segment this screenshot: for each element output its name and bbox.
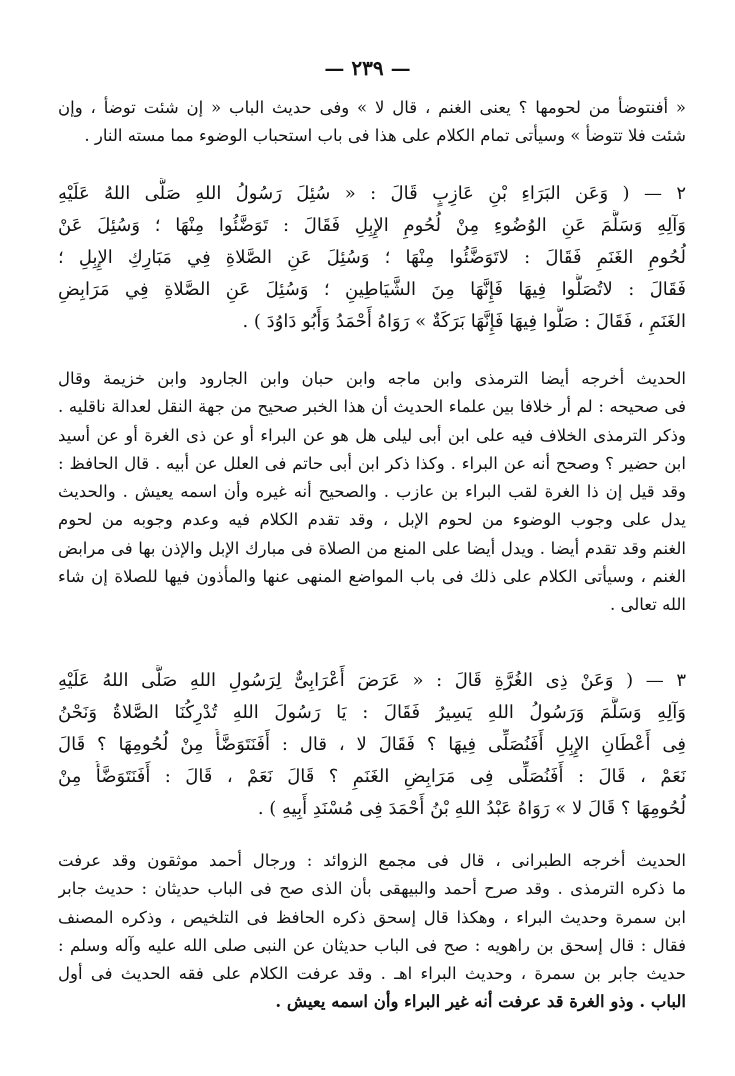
text-line: الغَنَمِ ، فَقَالَ : صَلُّوا فِيهَا فَإِنَّهَا بَرَكَةٌ » رَوَاهُ أَحْمَدُ وَأَبُو دَاوُدَ ) .: [242, 311, 686, 332]
text-line: فَقَالَ : لاتُصَلُّوا فِيهَا فَإِنَّهَا مِنَ الشَّيَاطِينِ ؛ وَسُئِلَ عَنِ الصَّلاةِ فِي مَرَابِضِ: [58, 279, 686, 300]
page-number: — ٢٣٩ —: [324, 56, 411, 80]
text-line: فِى أَعْطَانِ الإِبِلِ أَفَنُصَلِّى فِيهَا ؟ فَقَالَ لا ، قال : أَفَنَتَوَضَّأُ مِنْ لُحُومِهَا ؟ قَالَ: [58, 734, 686, 755]
text-line: فقال : قال إسحق بن راهويه : صح فى الباب حديثان عن النبى صلى الله عليه وآله وسلم :: [58, 935, 686, 955]
commentary-paragraph: [58, 847, 686, 1017]
text-line: لُحُومِ الغَنَمِ فَقَالَ : لاتَوَضَّئُوا مِنْهَا ؛ وَسُئِلَ عَنِ الصَّلاةِ فِي مَبَارِكِ الإِبِلِ ؛: [58, 247, 686, 268]
text-line: يدل على وجوب الوضوء من لحوم الإبل ، وقد تقدم الكلام فيه وعدم وجوبه من لحوم: [58, 510, 686, 530]
text-line: وذكر الترمذى الخلاف فيه على ابن أبى ليلى هل هو عن البراء أو عن ذى الغرة أو عن أسيد: [58, 425, 686, 445]
text-line: ٢ — ( وَعَن البَرَاءِ بْنِ عَازِبٍ قَالَ : « سُئِلَ رَسُولُ اللهِ صَلَّى اللهُ عَلَيْهِ: [58, 183, 686, 204]
text-line: الغنم ، وسيأتى الكلام على ذلك فى باب المواضع المنهى عنها والمأذون فيها للصلاة إن شاء: [58, 567, 686, 587]
text-line: الحديث أخرجه الطبرانى ، قال فى مجمع الزوائد : ورجال أحمد موثقون وقد عرفت: [58, 851, 686, 870]
text-line: نَعَمْ ، قَالَ : أَفَنُصَلِّى فِى مَرَابِضِ الغَنَمِ ؟ قَالَ نَعَمْ ، قَالَ : أَفَنَتَوَضَّأُ مِنْ: [58, 766, 686, 787]
commentary-paragraph: [58, 94, 686, 151]
text-line: ابن حضير ؟ وصحح أنه عن البراء . وكذا ذكر ابن أبى حاتم فى العلل عن أبيه . قال الحافظ :: [58, 453, 686, 473]
hadith-paragraph: [58, 178, 686, 338]
text-line: لُحُومِهَا ؟ قَالَ لا » رَوَاهُ عَبْدُ اللهِ بْنُ أَحْمَدَ فِى مُسْنَدِ أَبِيهِ ) .: [257, 798, 686, 819]
text-line: وَآلِهِ وَسَلَّمَ وَرَسُولُ اللهِ يَسِيرُ فَقَالَ : يَا رَسُولَ اللهِ تُدْرِكُنَا الصَّلاةُ وَنَحْنُ: [58, 702, 686, 723]
text-line: فى صحيحه : لم أر خلافا بين علماء الحديث أن هذا الخبر صحيح من جهة النقل لعدالة ناقليه .: [58, 397, 686, 417]
text-line: ابن سمرة وحديث البراء ، وهكذا قال إسحق ذكره الحافظ فى التلخيص ، وذكره المصنف: [58, 907, 686, 927]
text-line: شئت فلا تتوضأ » وسيأتى تمام الكلام على هذا فى باب استحباب الوضوء مما مسته النار .: [84, 126, 686, 146]
commentary-paragraph: [58, 365, 686, 620]
text-line: الباب . وذو الغرة قد عرفت أنه غير البراء وأن اسمه يعيش .: [275, 992, 686, 1012]
text-line: الله تعالى .: [609, 595, 686, 615]
text-line: « أفنتوضأ من لحومها ؟ يعنى الغنم ، قال لا » وفى حديث الباب « إن شئت توضأ ، وإن: [58, 98, 686, 117]
text-line: الغنم وقد تقدم أيضا . ويدل أيضا على المنع من الصلاة فى مبارك الإبل والإذن بها فى مرابض: [58, 538, 686, 558]
text-line: الحديث أخرجه أيضا الترمذى وابن ماجه وابن حبان وابن الجارود وابن خزيمة وقال: [58, 369, 686, 388]
hadith-paragraph: [58, 665, 686, 825]
text-line: ما ذكره الترمذى . وقد صرح أحمد والبيهقى بأن الذى صح فى الباب حديثان : حديث جابر: [58, 879, 686, 899]
text-line: حديث جابر بن سمرة ، وحديث البراء اهـ . وقد عرفت الكلام على فقه الحديث فى أول: [58, 964, 686, 984]
text-line: وَآلِهِ وَسَلَّمَ عَنِ الوُضُوءِ مِنْ لُحُومِ الإِبِلِ فَقَالَ : تَوَضَّئُوا مِنْهَا ؛ وَسُئِلَ عَنْ: [58, 215, 686, 236]
text-line: ٣ — ( وَعَنْ ذِى الغُرَّةِ قَالَ : « عَرَضَ أَعْرَابِىٌّ لِرَسُولِ اللهِ صَلَّى اللهُ عَلَيْهِ: [58, 670, 686, 691]
text-line: وقد قيل إن ذا الغرة لقب البراء بن عازب . والصحيح أنه غيره وأن اسمه يعيش . والحديث: [58, 482, 686, 502]
